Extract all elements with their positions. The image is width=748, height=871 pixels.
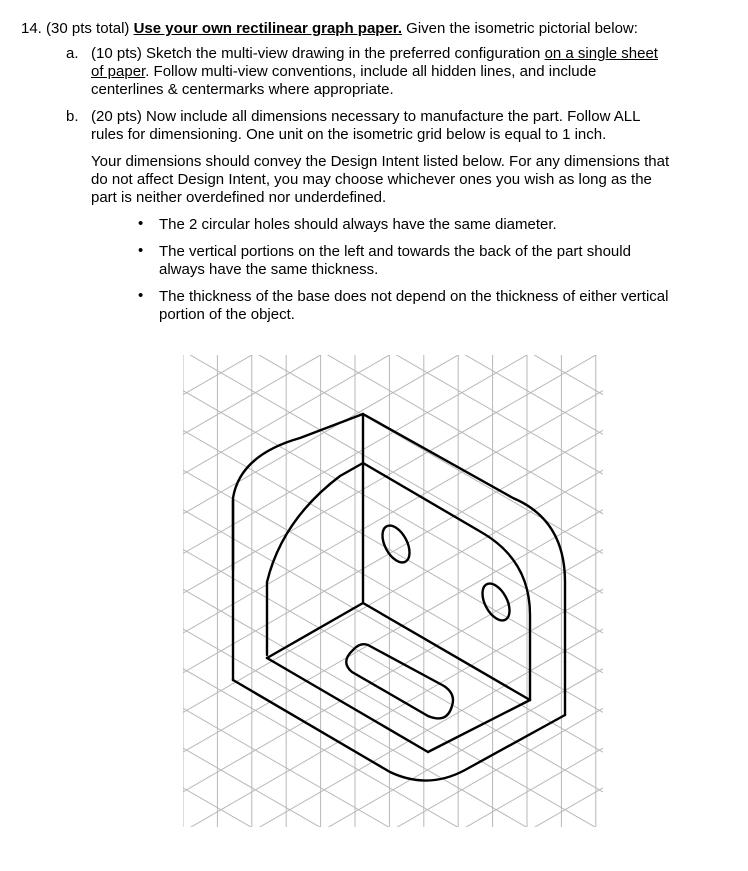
part-a-label: a. — [66, 45, 79, 62]
bullet-dot: • — [138, 287, 144, 304]
design-intent-line-2: do not affect Design Intent, you may choose whichever ones you wish as long as the — [91, 171, 652, 188]
design-intent-line-1: Your dimensions should convey the Design Intent listed below. For any dimensions that — [91, 153, 670, 170]
base-top-front-right — [428, 700, 530, 752]
grid-line-diagonal — [183, 748, 603, 827]
part-a-text: (10 pts) Sketch the multi-view drawing in the preferred configuration — [91, 45, 545, 62]
grid-line-diagonal — [183, 355, 603, 474]
question-points: (30 pts total) — [46, 20, 130, 37]
part-a-underlined: on a single sheet — [544, 45, 658, 62]
grid-line-diagonal — [183, 355, 603, 554]
grid-line-diagonal — [183, 355, 603, 395]
grid-line-diagonal — [183, 355, 603, 514]
grid-line-diagonal — [183, 748, 603, 827]
base-inner-left-edge — [267, 603, 363, 658]
grid-line-diagonal — [183, 708, 603, 827]
part-a-line-1 — [91, 45, 658, 63]
bullet-3-line-2: portion of the object. — [159, 306, 295, 323]
grid-line-diagonal — [183, 589, 603, 827]
back-wall-rounded-edge — [363, 414, 565, 662]
isometric-grid — [183, 355, 603, 827]
back-left-top-edge — [233, 414, 363, 570]
grid-line-diagonal — [183, 355, 603, 395]
design-intent-line-3: part is neither overdefined nor underdefined. — [91, 189, 387, 206]
bullet-2-line-2: always have the same thickness. — [159, 261, 379, 278]
part-b-line-2: rules for dimensioning. One unit on the isometric grid below is equal to 1 inch. — [91, 126, 607, 143]
grid-line-diagonal — [183, 355, 603, 474]
part-a-underlined-2: of paper — [91, 63, 146, 80]
slot — [346, 644, 453, 718]
bullet-dot: • — [138, 242, 144, 259]
part-b-line-1: (20 pts) Now include all dimensions necessary to manufacture the part. Follow ALL — [91, 108, 641, 125]
bullet-1: The 2 circular holes should always have the same diameter. — [159, 216, 557, 233]
graph-paper-instruction: Use your own rectilinear graph paper. — [133, 20, 402, 37]
grid-line-diagonal — [183, 355, 603, 434]
hole-left — [377, 521, 415, 567]
base-inner-back-edge — [363, 603, 530, 700]
grid-line-diagonal — [183, 708, 603, 827]
question-header — [21, 20, 638, 38]
bullet-3-line-1: The thickness of the base does not depend on the thickness of either vertical — [159, 288, 669, 305]
part-a-text-2: . Follow multi-view conventions, include all hidden lines, and include — [145, 63, 597, 80]
part-b-label: b. — [66, 108, 79, 125]
bullet-2-line-1: The vertical portions on the left and towards the back of the part should — [159, 243, 631, 260]
question-number: 14. — [21, 20, 42, 37]
grid-line-diagonal — [183, 669, 603, 827]
part-a-line-3: centerlines & centermarks where appropriate. — [91, 81, 394, 98]
grid-line-diagonal — [183, 355, 603, 554]
bullet-dot: • — [138, 215, 144, 232]
grid-line-diagonal — [183, 669, 603, 827]
base-top-front-left — [267, 658, 428, 752]
question-instruction: Given the isometric pictorial below: — [406, 20, 638, 37]
grid-line-diagonal — [183, 788, 603, 827]
inner-back-wall-curve — [363, 463, 530, 700]
grid-line-diagonal — [183, 589, 603, 827]
isometric-pictorial — [183, 355, 603, 827]
grid-line-diagonal — [183, 788, 603, 827]
hole-right — [477, 579, 515, 625]
grid-line-diagonal — [183, 355, 603, 514]
part-a-line-2 — [91, 63, 596, 81]
grid-line-diagonal — [183, 355, 603, 434]
